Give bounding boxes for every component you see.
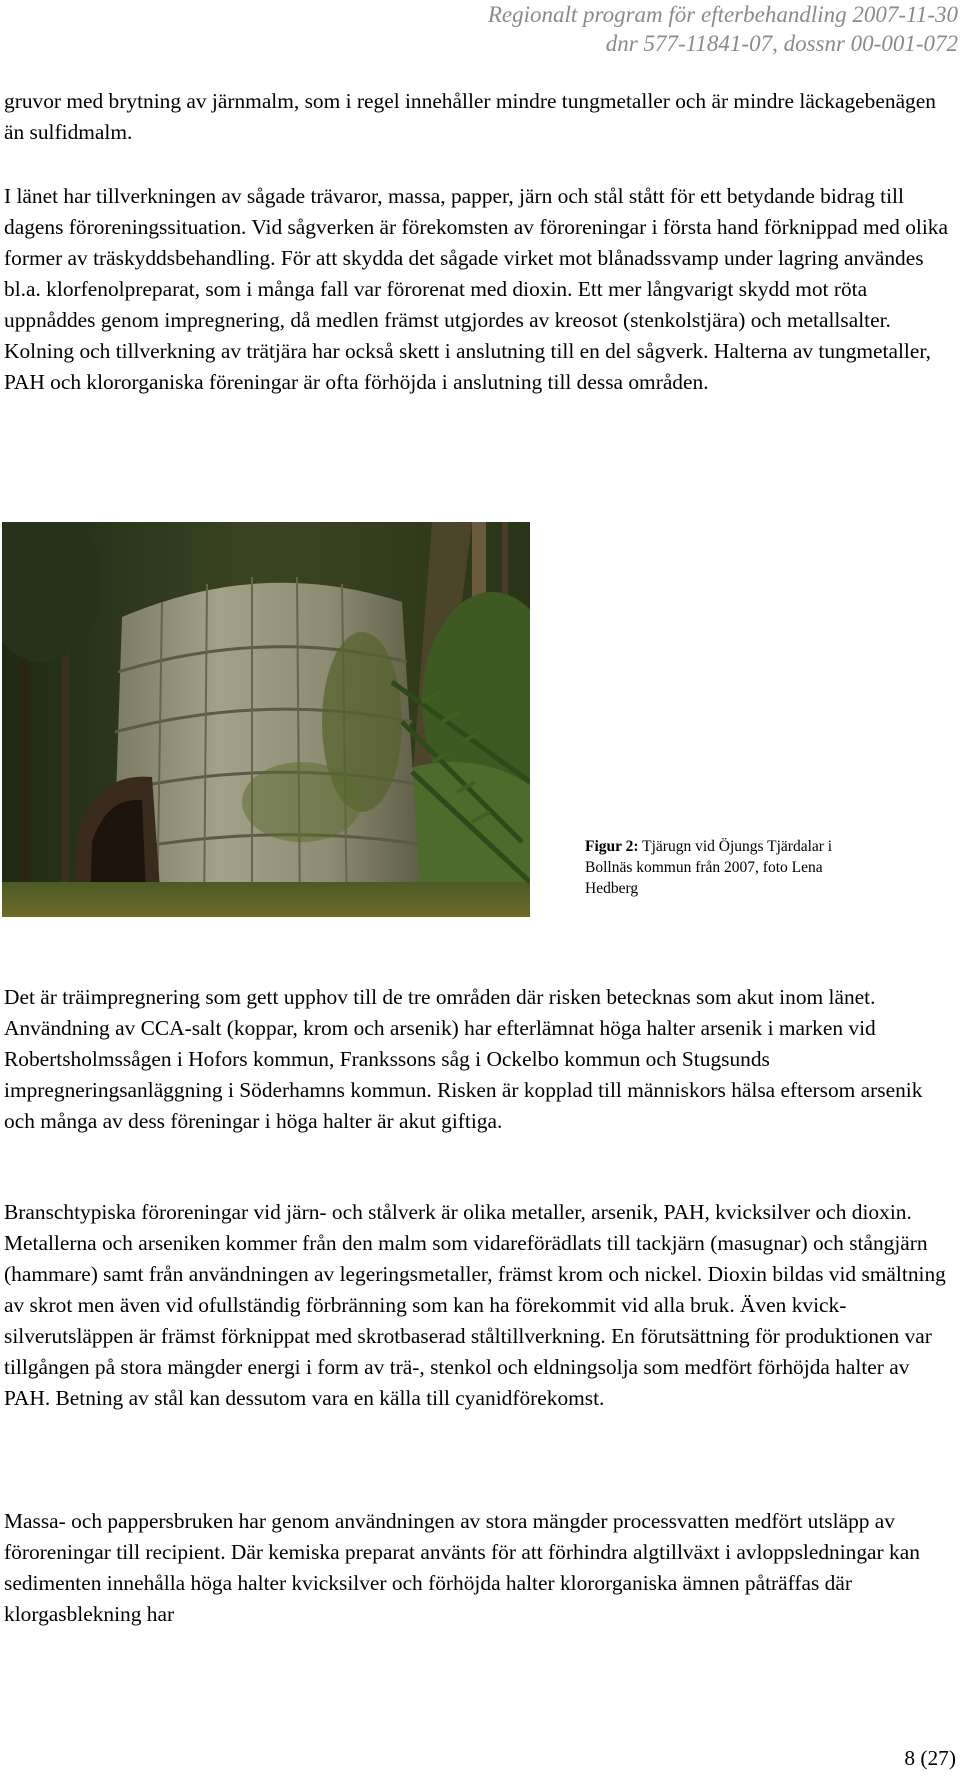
figure-caption xyxy=(585,836,865,899)
page-header xyxy=(0,0,960,62)
page-number: 8 (27) xyxy=(904,1746,956,1770)
tar-kiln-photo xyxy=(2,522,530,917)
paragraph-2: I länet har tillverkningen av sågade trävaror, massa, papper, järn och stål stått för ett betydande bidrag till dagens föroreningssituation. Vid sågverken är förekomsten av föroreningar i första hand förknippad med olika former av träskyddsbehandling. För att skydda det sågade virket mot blånadssvamp under lagring användes bl.a. klorfenolpreparat, som i många fall var förorenat med dioxin. Ett mer långvarigt skydd mot röta uppnåddes genom impregnering, då medlen främst utgjordes av kreosot (stenkolstjära) och metallsalter. Kolning och tillverkning av trätjära har också skett i anslutning till en del sågverk. Halterna av tungmetaller, PAH och klororganiska föreningar är ofta förhöjda i anslutning till dessa områden. xyxy=(4,184,948,394)
figure-label: Figur 2: xyxy=(585,838,639,855)
paragraph-1: gruvor med brytning av järnmalm, som i regel innehåller mindre tungmetaller och är mindre läckagebenägen än sulfidmalm. xyxy=(4,89,936,144)
paragraph-5: Massa- och pappersbruken har genom användningen av stora mängder processvatten medfört utsläpp av föroreningar till recipient. Där kemiska preparat använts för att förhindra algtillväxt i avloppsledningar kan sedimenten innehålla höga halter kvicksilver och förhöjda halter klororganiska ämnen påträffas där klorgasblekning har xyxy=(4,1509,920,1626)
paragraph-3: Det är träimpregnering som gett upphov till de tre områden där risken betecknas som akut inom länet. Användning av CCA-salt (koppar, krom och arsenik) har efterlämnat höga halter arsenik i marken vid Robertsholmssågen i Hofors kommun, Frankssons såg i Ockelbo kommun och Stugsunds impregneringsanläggning i Söderhamns kommun. Risken är kopplad till människors hälsa eftersom arsenik och många av dess föreningar i höga halter är akut giftiga. xyxy=(4,985,923,1133)
header-line-1: Regionalt program för efterbehandling 2007-11-30 xyxy=(487,2,958,27)
header-line-2: dnr 577-11841-07, dossnr 00-001-072 xyxy=(605,31,958,56)
figure-caption-text: Tjärugn vid Öjungs Tjärdalar i Bollnäs kommun från 2007, foto Lena Hedberg xyxy=(585,838,833,897)
paragraph-4: Branschtypiska föroreningar vid järn- och stålverk är olika metaller, arsenik, PAH, kvicksilver och dioxin. Metallerna och arseniken kommer från den malm som vidareförädlats till tackjärn (masugnar) och stångjärn (hammare) samt från användningen av legeringsmetaller, främst krom och nickel. Dioxin bildas vid smältning av skrot men även vid ofullständig förbränning som kan ha förekommit vid alla bruk. Även kvick-silverutsläppen är främst förknippat med skrotbaserad ståltillverkning. En förutsättning för produktionen var tillgången på stora mängder energi i form av trä-, stenkol och eldningsolja som medfört förhöjda halter av PAH. Betning av stål kan dessutom vara en källa till cyanidförekomst. xyxy=(4,1200,946,1410)
